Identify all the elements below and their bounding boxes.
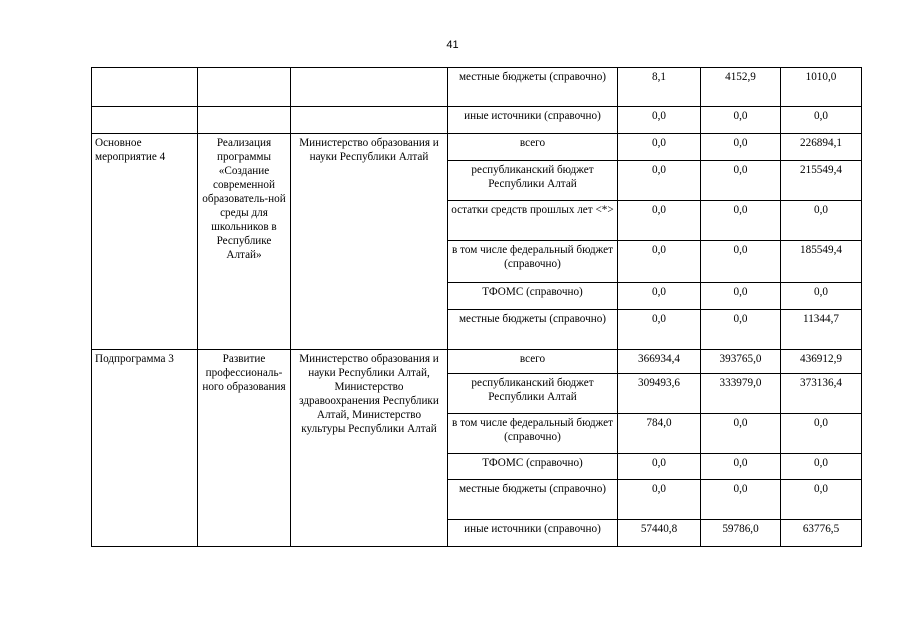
value-year-3-cell: 0,0 [781,454,862,480]
value-year-2-cell: 393765,0 [701,350,781,374]
funding-source-cell: в том числе федеральный бюджет (справочно) [448,414,618,454]
value-year-1-cell: 0,0 [618,283,701,310]
value-year-3-cell: 373136,4 [781,374,862,414]
value-year-1-cell: 0,0 [618,310,701,350]
table-row [92,68,862,107]
table-row [92,107,862,134]
funding-source-cell: местные бюджеты (справочно) [448,310,618,350]
value-year-3-cell: 0,0 [781,107,862,134]
funding-source-cell: иные источники (справочно) [448,520,618,547]
value-year-3-cell: 0,0 [781,201,862,241]
table-row [92,134,862,161]
value-year-3-cell: 0,0 [781,283,862,310]
value-year-3-cell: 185549,4 [781,241,862,283]
value-year-3-cell: 0,0 [781,414,862,454]
funding-source-cell: местные бюджеты (справочно) [448,480,618,520]
responsible-org-cell: Министерство образования и науки Республики Алтай [291,134,448,350]
value-year-1-cell: 57440,8 [618,520,701,547]
page-number: 41 [446,39,459,51]
value-year-2-cell: 0,0 [701,107,781,134]
event-name-cell [92,107,198,134]
funding-source-cell: республиканский бюджет Республики Алтай [448,161,618,201]
value-year-2-cell: 0,0 [701,283,781,310]
event-name-cell: Основное мероприятие 4 [92,134,198,350]
responsible-org-cell [291,107,448,134]
responsible-org-cell [291,68,448,107]
event-name-cell: Подпрограмма 3 [92,350,198,547]
value-year-2-cell: 59786,0 [701,520,781,547]
value-year-3-cell: 63776,5 [781,520,862,547]
event-title-cell [198,107,291,134]
funding-source-cell: всего [448,134,618,161]
event-title-cell [198,68,291,107]
value-year-1-cell: 309493,6 [618,374,701,414]
value-year-3-cell: 11344,7 [781,310,862,350]
value-year-1-cell: 0,0 [618,134,701,161]
funding-source-cell: ТФОМС (справочно) [448,454,618,480]
value-year-1-cell: 8,1 [618,68,701,107]
value-year-3-cell: 0,0 [781,480,862,520]
value-year-2-cell: 333979,0 [701,374,781,414]
funding-source-cell: всего [448,350,618,374]
value-year-1-cell: 0,0 [618,480,701,520]
funding-source-cell: местные бюджеты (справочно) [448,68,618,107]
value-year-1-cell: 0,0 [618,107,701,134]
value-year-3-cell: 226894,1 [781,134,862,161]
value-year-2-cell: 0,0 [701,241,781,283]
value-year-1-cell: 0,0 [618,201,701,241]
value-year-3-cell: 215549,4 [781,161,862,201]
funding-source-cell: в том числе федеральный бюджет (справочно) [448,241,618,283]
value-year-2-cell: 0,0 [701,414,781,454]
event-title-cell: Реализация программы «Создание современной образователь-ной среды для школьников в Республике Алтай» [198,134,291,350]
value-year-2-cell: 4152,9 [701,68,781,107]
funding-source-cell: ТФОМС (справочно) [448,283,618,310]
value-year-1-cell: 0,0 [618,161,701,201]
value-year-1-cell: 784,0 [618,414,701,454]
value-year-2-cell: 0,0 [701,134,781,161]
value-year-3-cell: 436912,9 [781,350,862,374]
event-title-cell: Развитие профессиональ-ного образования [198,350,291,547]
value-year-2-cell: 0,0 [701,480,781,520]
table-row [92,350,862,374]
value-year-2-cell: 0,0 [701,454,781,480]
funding-source-cell: иные источники (справочно) [448,107,618,134]
funding-source-cell: остатки средств прошлых лет <*> [448,201,618,241]
value-year-2-cell: 0,0 [701,310,781,350]
value-year-1-cell: 366934,4 [618,350,701,374]
value-year-2-cell: 0,0 [701,201,781,241]
responsible-org-cell: Министерство образования и науки Республики Алтай, Министерство здравоохранения Республики Алтай, Министерство культуры Республики Алтай [291,350,448,547]
funding-source-cell: республиканский бюджет Республики Алтай [448,374,618,414]
event-name-cell [92,68,198,107]
value-year-3-cell: 1010,0 [781,68,862,107]
value-year-2-cell: 0,0 [701,161,781,201]
value-year-1-cell: 0,0 [618,454,701,480]
value-year-1-cell: 0,0 [618,241,701,283]
budget-table [91,67,862,547]
